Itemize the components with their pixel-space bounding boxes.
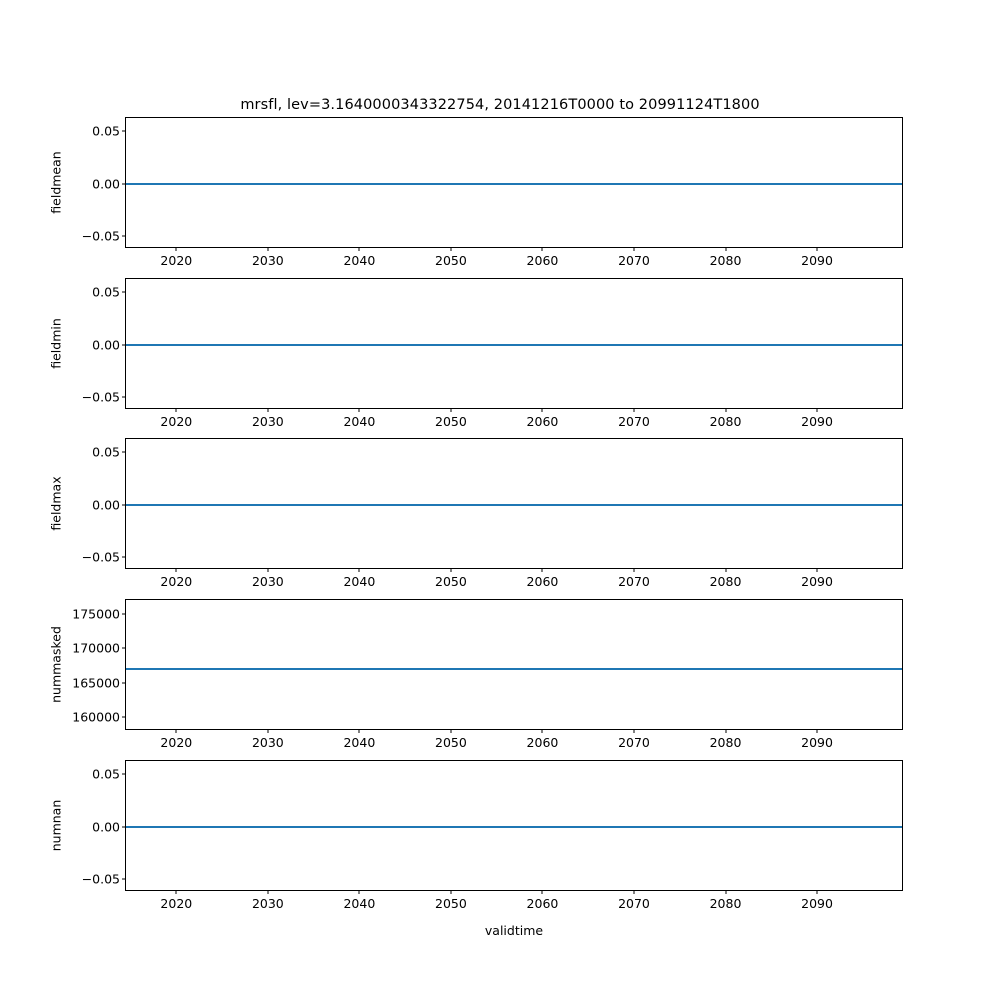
data-line-numnan [126, 826, 902, 828]
y-tick-mark [122, 235, 126, 236]
y-axis-label-numnan: numnan [48, 799, 64, 851]
y-axis-label-fieldmax: fieldmax [48, 475, 64, 531]
y-axis-label-fieldmean: fieldmean [48, 150, 64, 214]
x-tick-label: 2030 [251, 735, 284, 750]
x-tick-mark [725, 247, 726, 251]
x-tick-mark [542, 568, 543, 572]
x-tick-mark [176, 568, 177, 572]
x-tick-label: 2070 [618, 574, 650, 589]
x-tick-label: 2020 [160, 414, 193, 429]
y-tick-label: 0.05 [92, 123, 120, 139]
x-tick-mark [359, 729, 360, 733]
x-tick-label: 2090 [801, 253, 833, 268]
x-tick-mark [542, 247, 543, 251]
y-tick-label: 0.00 [92, 497, 120, 512]
y-tick-mark [122, 682, 126, 683]
y-tick-label: 0.00 [92, 819, 120, 834]
y-tick-label: 170000 [72, 640, 120, 656]
x-tick-label: 2070 [618, 896, 650, 911]
x-tick-label: 2090 [801, 735, 833, 750]
x-tick-mark [359, 408, 360, 412]
subplot-numnan [81, 760, 903, 911]
y-tick-label: −0.05 [81, 549, 120, 565]
y-tick-mark [122, 613, 126, 614]
x-tick-mark [725, 408, 726, 412]
x-tick-mark [817, 247, 818, 251]
x-tick-label: 2050 [435, 896, 467, 911]
x-tick-mark [359, 247, 360, 251]
y-tick-label: −0.05 [81, 871, 120, 887]
x-tick-mark [450, 729, 451, 733]
x-tick-label: 2040 [343, 735, 376, 750]
x-tick-label: 2040 [343, 896, 376, 911]
y-tick-mark [122, 131, 126, 132]
y-tick-mark [122, 878, 126, 879]
x-tick-mark [633, 247, 634, 251]
x-tick-label: 2080 [709, 253, 742, 268]
x-tick-mark [542, 408, 543, 412]
x-tick-label: 2060 [526, 896, 559, 911]
x-tick-mark [359, 568, 360, 572]
x-tick-label: 2060 [526, 414, 559, 429]
x-tick-mark [267, 408, 268, 412]
x-tick-mark [267, 568, 268, 572]
x-tick-label: 2080 [709, 896, 742, 911]
x-tick-mark [450, 247, 451, 251]
y-tick-mark [122, 648, 126, 649]
x-tick-mark [817, 729, 818, 733]
x-tick-mark [817, 568, 818, 572]
x-tick-mark [725, 890, 726, 894]
subplot-fieldmin [81, 278, 903, 429]
x-tick-label: 2020 [160, 896, 193, 911]
y-tick-label: 0.00 [92, 337, 120, 352]
subplot-fieldmean [81, 117, 903, 268]
subplot-fieldmax [81, 438, 903, 589]
x-tick-mark [267, 890, 268, 894]
x-tick-mark [817, 408, 818, 412]
x-tick-label: 2020 [160, 253, 193, 268]
x-tick-label: 2090 [801, 414, 833, 429]
x-tick-label: 2050 [435, 253, 467, 268]
x-tick-label: 2080 [709, 414, 742, 429]
x-tick-label: 2070 [618, 735, 650, 750]
x-tick-mark [176, 890, 177, 894]
x-tick-mark [725, 729, 726, 733]
x-axis-label: validtime [484, 923, 544, 938]
x-tick-label: 2060 [526, 574, 559, 589]
y-tick-label: −0.05 [81, 228, 120, 244]
data-line-fieldmin [126, 344, 902, 346]
x-tick-mark [633, 729, 634, 733]
y-tick-mark [122, 396, 126, 397]
x-tick-label: 2070 [618, 414, 650, 429]
x-tick-label: 2030 [251, 253, 284, 268]
y-tick-label: 175000 [72, 606, 120, 622]
x-tick-label: 2040 [343, 574, 376, 589]
x-tick-mark [176, 729, 177, 733]
x-tick-mark [176, 247, 177, 251]
x-tick-mark [267, 247, 268, 251]
x-tick-label: 2030 [251, 896, 284, 911]
y-tick-mark [122, 717, 126, 718]
x-tick-mark [633, 408, 634, 412]
x-tick-label: 2080 [709, 735, 742, 750]
x-tick-label: 2050 [435, 574, 467, 589]
x-tick-mark [176, 408, 177, 412]
y-axis-label-fieldmin: fieldmin [48, 317, 64, 369]
subplot-nummasked [72, 599, 903, 750]
x-tick-label: 2020 [160, 735, 193, 750]
x-tick-mark [450, 408, 451, 412]
x-tick-label: 2040 [343, 253, 376, 268]
x-tick-label: 2050 [435, 735, 467, 750]
x-tick-mark [359, 890, 360, 894]
data-line-nummasked [126, 668, 902, 670]
chart-title: mrsfl, lev=3.1640000343322754, 20141216T0000 to 20991124T1800 [240, 97, 760, 113]
y-tick-mark [122, 292, 126, 293]
y-tick-mark [122, 774, 126, 775]
y-tick-label: −0.05 [81, 389, 120, 405]
x-tick-label: 2030 [251, 574, 284, 589]
y-tick-label: 0.05 [92, 766, 120, 782]
x-tick-mark [267, 729, 268, 733]
x-tick-mark [817, 890, 818, 894]
data-line-fieldmean [126, 183, 902, 185]
x-tick-mark [542, 890, 543, 894]
y-tick-label: 0.05 [92, 444, 120, 460]
y-tick-label: 160000 [72, 709, 120, 725]
x-tick-label: 2060 [526, 735, 559, 750]
data-line-fieldmax [126, 504, 902, 506]
x-tick-label: 2020 [160, 574, 193, 589]
y-tick-mark [122, 556, 126, 557]
x-tick-label: 2040 [343, 414, 376, 429]
x-tick-mark [633, 568, 634, 572]
x-tick-label: 2080 [709, 574, 742, 589]
x-tick-label: 2070 [618, 253, 650, 268]
x-tick-label: 2060 [526, 253, 559, 268]
y-tick-label: 165000 [72, 675, 120, 691]
x-tick-mark [450, 890, 451, 894]
x-tick-label: 2050 [435, 414, 467, 429]
y-tick-mark [122, 452, 126, 453]
y-axis-label-nummasked: nummasked [48, 625, 64, 703]
y-tick-label: 0.00 [92, 176, 120, 191]
x-tick-label: 2090 [801, 574, 833, 589]
x-tick-label: 2030 [251, 414, 284, 429]
y-tick-label: 0.05 [92, 284, 120, 300]
x-tick-mark [450, 568, 451, 572]
x-tick-mark [633, 890, 634, 894]
x-tick-label: 2090 [801, 896, 833, 911]
x-tick-mark [725, 568, 726, 572]
x-tick-mark [542, 729, 543, 733]
